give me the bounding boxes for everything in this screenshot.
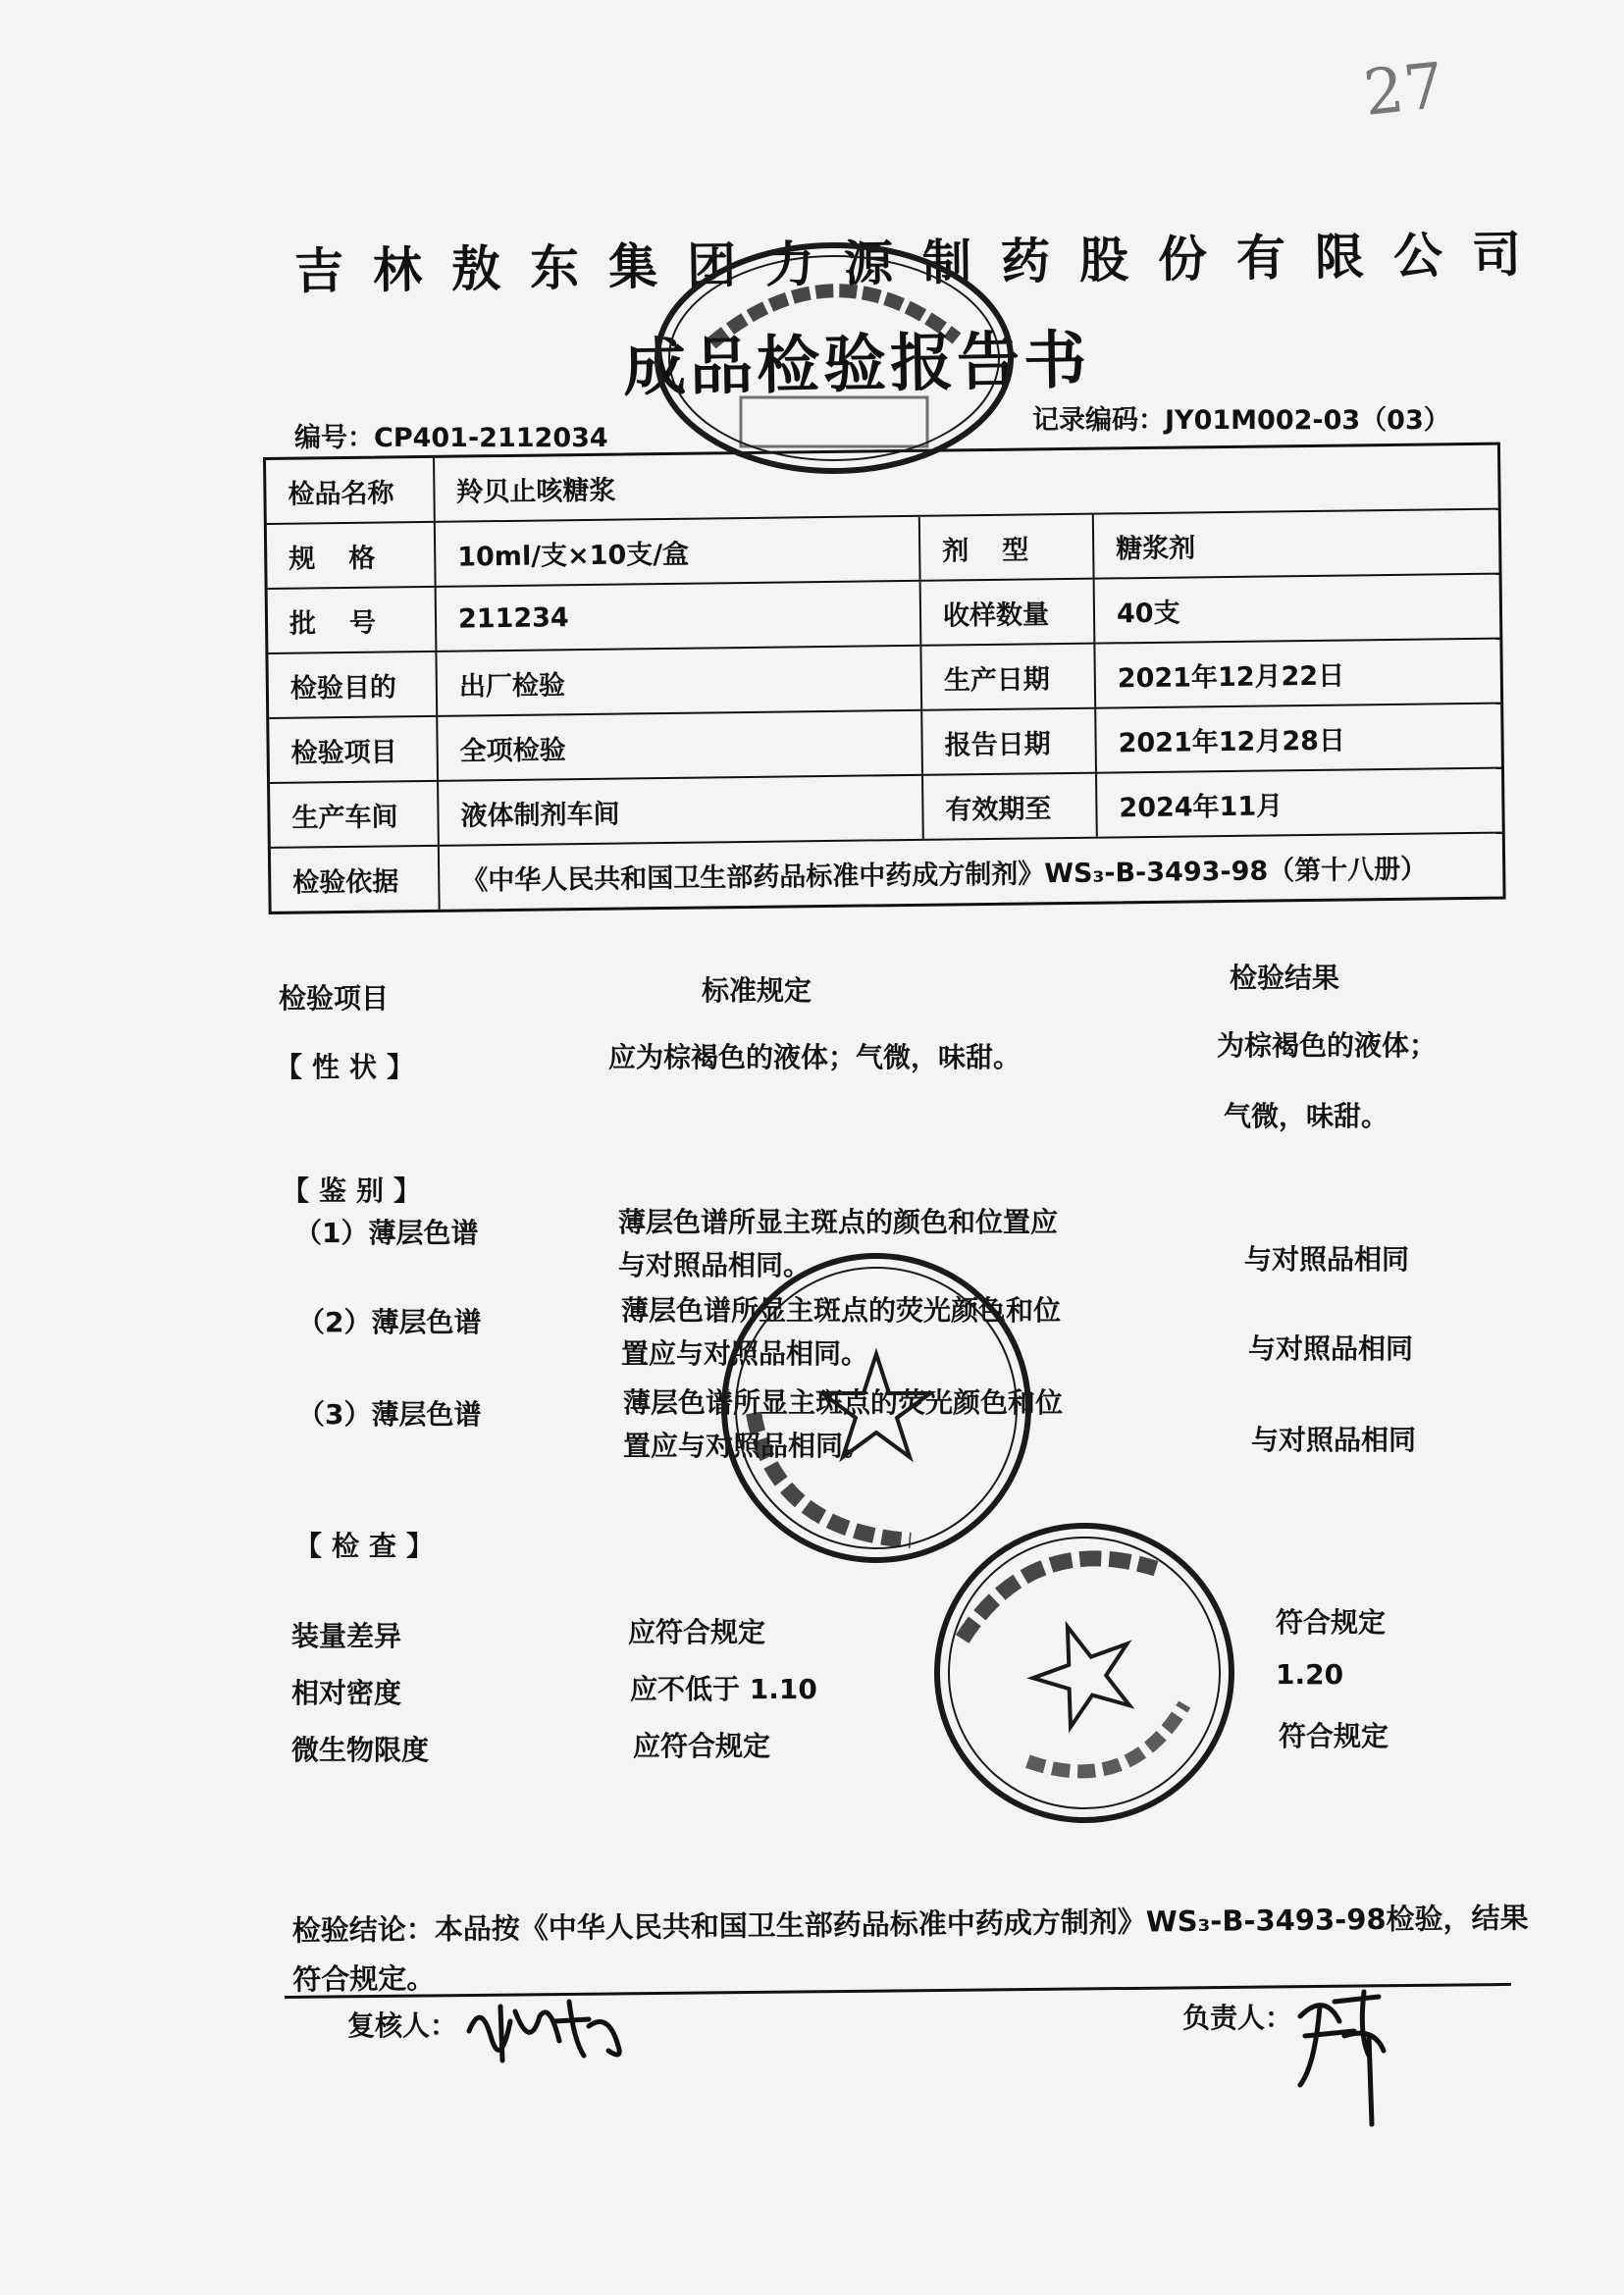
quality-seal-stamp xyxy=(643,231,1025,486)
expiry-label: 有效期至 xyxy=(923,774,1098,839)
characteristics-result-line2: 气微，味甜。 xyxy=(1224,1100,1389,1132)
info-table xyxy=(263,443,1506,914)
characteristics-result: 为棕褐色的液体； xyxy=(1217,1029,1438,1062)
inspection-test-name: 相对密度 xyxy=(291,1677,402,1709)
dosage-value: 糖浆剂 xyxy=(1116,532,1196,564)
characteristics-label: 【性状】 xyxy=(275,1051,425,1083)
sample-qty-label: 收样数量 xyxy=(921,580,1096,645)
ident-test-standard: 薄层色谱所显主斑点的荧光颜色和位置应与对照品相同。 xyxy=(621,1294,1062,1370)
batch-label: 批号 xyxy=(268,588,438,652)
items-value: 全项检验 xyxy=(438,711,923,780)
header-standard: 标准规定 xyxy=(702,974,812,1007)
inspection-test-name: 微生物限度 xyxy=(291,1734,430,1766)
responsible-label: 负责人： xyxy=(1182,2002,1293,2034)
responsible-signature xyxy=(1285,1977,1403,2134)
conclusion-text: 检验结论：本品按《中华人民共和国卫生部药品标准中药成方制剂》WS₃-B-3493-98检验，结果符合规定。 xyxy=(291,1901,1529,1997)
doc-title: 成品检验报告书 xyxy=(622,323,1091,406)
ident-test-result: 与对照品相同 xyxy=(1251,1424,1417,1456)
ident-test-standard: 薄层色谱所显主斑点的颜色和位置应与对照品相同。 xyxy=(618,1206,1059,1281)
inspection-test-result: 1.20 xyxy=(1276,1658,1344,1691)
ident-test-result: 与对照品相同 xyxy=(1244,1243,1410,1276)
items-label: 检验项目 xyxy=(269,717,439,782)
ident-test-result: 与对照品相同 xyxy=(1248,1332,1414,1365)
prod-date-label: 生产日期 xyxy=(921,645,1096,709)
dosage-label: 剂型 xyxy=(920,515,1095,580)
inspection-label: 【检查】 xyxy=(294,1530,445,1562)
inspection-test-standard: 应符合规定 xyxy=(633,1730,771,1762)
ident-test-name: （1）薄层色谱 xyxy=(294,1217,479,1249)
header-item: 检验项目 xyxy=(279,982,390,1015)
inspection-test-standard: 应符合规定 xyxy=(628,1616,766,1648)
inspection-test-result: 符合规定 xyxy=(1276,1606,1387,1639)
reviewer-signature xyxy=(461,1992,638,2070)
batch-value: 211234 xyxy=(437,582,922,651)
identification-label: 【鉴别】 xyxy=(282,1174,432,1207)
prod-date-value: 2021年12月22日 xyxy=(1117,660,1345,694)
header-result: 检验结果 xyxy=(1230,962,1340,994)
inspection-test-name: 装量差异 xyxy=(291,1620,402,1652)
expiry-value: 2024年11月 xyxy=(1119,790,1283,823)
page-number-mark: 27 xyxy=(1360,49,1448,131)
spec-label: 规格 xyxy=(267,523,437,588)
purpose-label: 检验目的 xyxy=(268,652,438,717)
ident-test-standard: 薄层色谱所显主斑点的荧光颜色和位置应与对照品相同。 xyxy=(623,1386,1064,1462)
spec-value: 10ml/支×10支/盒 xyxy=(436,517,921,586)
workshop-label: 生产车间 xyxy=(270,782,440,847)
product-name-label: 检品名称 xyxy=(266,458,436,523)
reviewer-label: 复核人： xyxy=(347,2009,458,2042)
report-number: 编号：CP401-2112034 xyxy=(294,423,608,453)
basis-value: 《中华人民共和国卫生部药品标准中药成方制剂》WS₃-B-3493-98（第十八册） xyxy=(461,854,1428,897)
record-number: 记录编码：JY01M002-03（03） xyxy=(1032,405,1450,436)
product-name-value: 羚贝止咳糖浆 xyxy=(456,475,616,508)
qa-dept-seal-stamp xyxy=(714,1246,1038,1570)
characteristics-standard: 应为棕褐色的液体；气微，味甜。 xyxy=(608,1041,1022,1073)
inspection-test-result: 符合规定 xyxy=(1279,1720,1389,1752)
report-date-value: 2021年12月28日 xyxy=(1118,725,1346,758)
sample-qty-value: 40支 xyxy=(1116,598,1180,629)
workshop-value: 液体制剂车间 xyxy=(439,776,924,845)
ident-test-name: （3）薄层色谱 xyxy=(297,1398,482,1431)
inspection-test-standard: 应不低于 1.10 xyxy=(630,1673,817,1705)
basis-label: 检验依据 xyxy=(271,847,441,912)
report-date-label: 报告日期 xyxy=(922,709,1097,774)
ident-test-name: （2）薄层色谱 xyxy=(297,1306,482,1338)
company-name: 吉林敖东集团力源制药股份有限公司 xyxy=(293,225,1551,300)
purpose-value: 出厂检验 xyxy=(437,647,922,715)
